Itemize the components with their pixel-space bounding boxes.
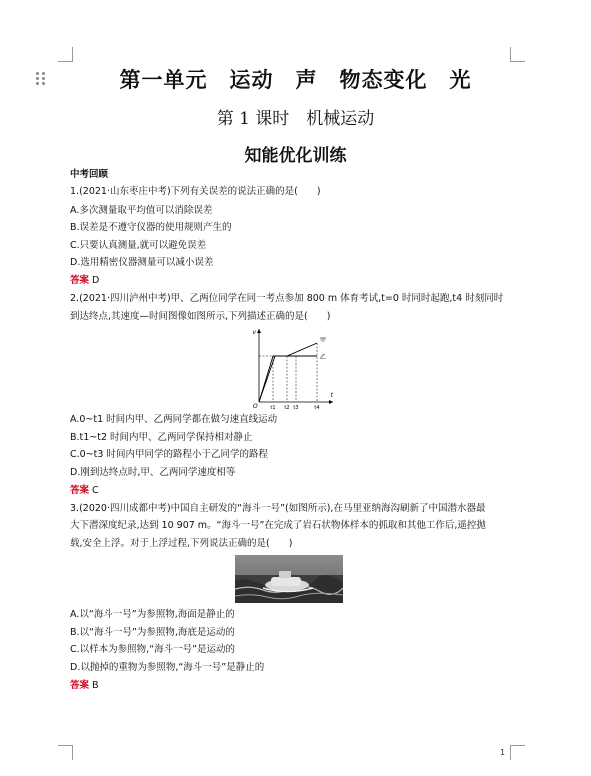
q1-option-d: D.选用精密仪器测量可以减小误差 (70, 257, 214, 268)
answer-label: 答案 (70, 680, 90, 691)
corner-mark-bottom-left (58, 745, 73, 760)
q2-option-c: C.0~t3 时间内甲同学的路程小于乙同学的路程 (70, 449, 268, 460)
line-label-jia: 甲 (320, 337, 327, 344)
q3-option-a: A.以“海斗一号”为参照物,海面是静止的 (70, 609, 235, 620)
q3-option-b: B.以“海斗一号”为参照物,海底是运动的 (70, 627, 235, 638)
velocity-time-graph (247, 326, 337, 410)
q2-option-d: D.刚到达终点时,甲、乙两同学速度相等 (70, 467, 236, 478)
y-axis-label: v (252, 329, 256, 336)
q3-option-c: C.以样本为参照物,“海斗一号”是运动的 (70, 644, 236, 655)
answer-value: C (92, 485, 99, 496)
q1-option-a: A.多次测量取平均值可以消除误差 (70, 205, 213, 216)
page-number: 1 (500, 748, 506, 757)
x-axis-arrow (329, 400, 333, 404)
tick-t4: t4 (314, 405, 320, 410)
x-axis-label: t (330, 392, 333, 399)
corner-mark-bottom-right (510, 745, 525, 760)
q3-stem-line-3: 载,安全上浮。对于上浮过程,下列说法正确的是( ) (70, 538, 293, 549)
tick-t3: t3 (293, 405, 299, 410)
q2-option-a: A.0~t1 时间内甲、乙两同学都在做匀速直线运动 (70, 414, 278, 425)
corner-mark-top-left (58, 47, 73, 62)
q3-stem-line-1: 3.(2020·四川成都中考)中国自主研发的“海斗一号”(如图所示),在马里亚纳海沟刷新了中国潜水器最 (70, 503, 486, 514)
tick-t2: t2 (284, 405, 290, 410)
lesson-title: 第 1 课时 机械运动 (216, 109, 375, 129)
q2-option-b: B.t1~t2 时间内甲、乙两同学保持相对静止 (70, 432, 253, 443)
q1-option-b: B.误差是不遵守仪器的使用规则产生的 (70, 222, 232, 233)
q1-option-c: C.只要认真测量,就可以避免误差 (70, 240, 207, 251)
origin-label: O (253, 403, 258, 410)
q1-stem: 1.(2021·山东枣庄中考)下列有关误差的说法正确的是( ) (70, 186, 321, 197)
q2-stem-line-2: 到达终点,其速度—时间图像如图所示,下列描述正确的是( ) (70, 311, 331, 322)
y-axis-arrow (257, 329, 261, 333)
line-label-yi: 乙 (320, 354, 327, 361)
section-title: 知能优化训练 (244, 146, 347, 166)
tick-t1: t1 (270, 405, 276, 410)
unit-title: 第一单元 运动 声 物态变化 光 (119, 67, 472, 92)
line-yi (259, 356, 317, 402)
submersible-photo (235, 555, 343, 603)
q3-answer (70, 680, 99, 692)
corner-mark-top-right (510, 47, 525, 62)
q1-answer (70, 275, 99, 287)
line-jia (259, 343, 317, 402)
answer-label: 答案 (70, 485, 90, 496)
q2-answer (70, 485, 99, 497)
answer-value: D (92, 275, 100, 286)
answer-label: 答案 (70, 275, 90, 286)
q2-stem-line-1: 2.(2021·四川泸州中考)甲、乙两位同学在同一考点参加 800 m 体育考试,t=0 时同时起跑,t4 时刻同时 (70, 293, 504, 304)
section-label: 中考回顾 (70, 169, 109, 180)
q3-stem-line-2: 大下潜深度纪录,达到 10 907 m。“海斗一号”在完成了岩石状物体样本的抓取和其他工作后,遥控抛 (70, 520, 486, 531)
answer-value: B (92, 680, 99, 691)
q3-option-d: D.以抛掉的重物为参照物,“海斗一号”是静止的 (70, 662, 265, 673)
